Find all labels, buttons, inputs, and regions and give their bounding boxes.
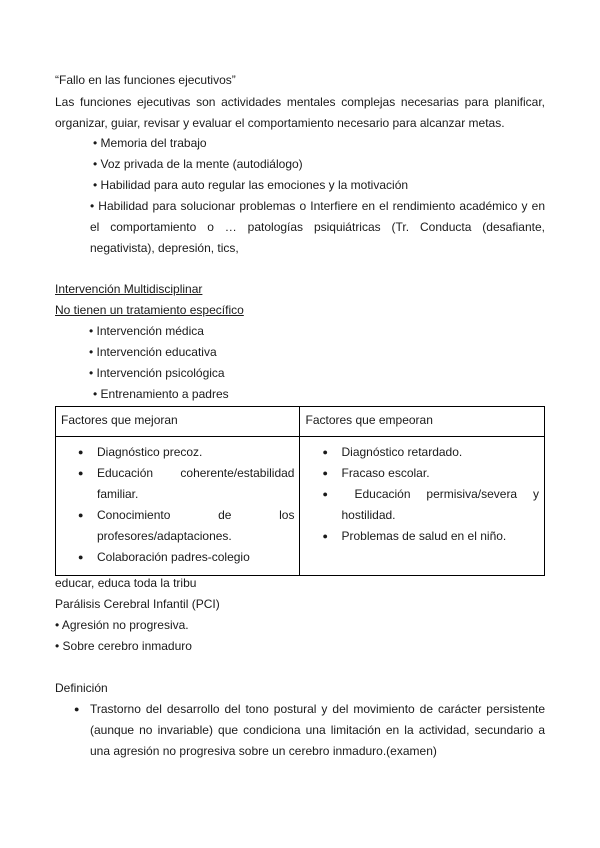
table-cell-improve-list — [56, 437, 300, 576]
section-title-executive-functions: “Fallo en las funciones ejecutivos” — [55, 73, 236, 87]
factors-table — [55, 406, 545, 576]
list-item: • Intervención educativa — [89, 345, 217, 359]
list-item-continuation: familiar. — [97, 487, 139, 501]
bullet-icon: ● — [322, 531, 328, 541]
bullet-icon: ● — [78, 468, 84, 478]
list-item: • Habilidad para auto regular las emociones y la motivación — [93, 178, 409, 192]
bullet-icon: ● — [78, 510, 84, 520]
list-item: • Intervención psicológica — [89, 366, 225, 380]
list-item: • Entrenamiento a padres — [93, 387, 229, 401]
list-item: ● Diagnóstico precoz. — [56, 442, 299, 463]
bullet-icon: ● — [322, 489, 328, 499]
list-item: • Agresión no progresiva. — [55, 618, 189, 632]
heading-definition: Definición — [55, 681, 108, 695]
definition-line-1: Trastorno del desarrollo del tono postural y del movimiento de carácter persistente — [90, 702, 545, 716]
list-item: • Sobre cerebro inmaduro — [55, 639, 192, 653]
bullet-icon: ● — [322, 447, 328, 457]
list-item: ● Colaboración padres-colegio — [56, 547, 299, 568]
definition-line-3: una agresión no progresiva sobre un cerebro inmaduro.(examen) — [90, 744, 437, 758]
list-item: ● Educación coherente/estabilidad — [56, 463, 299, 484]
bullet-icon: ● — [322, 468, 328, 478]
list-item: • Voz privada de la mente (autodiálogo) — [93, 157, 303, 171]
definition-line-2: (aunque no invariable) que condiciona una limitación en la actividad, secundario a — [90, 723, 545, 737]
list-item: ● Educación permisiva/severa y — [300, 484, 544, 505]
list-item-long-line-1: • Habilidad para solucionar problemas o Interfiere en el rendimiento académico y en — [90, 199, 545, 213]
bullet-icon: ● — [74, 704, 80, 714]
paragraph-line-2: organizar, guiar, revisar y evaluar el comportamiento necesario para alcanzar metas. — [55, 116, 505, 130]
text-line-tribe: educar, educa toda la tribu — [55, 576, 197, 590]
heading-no-specific-treatment: No tienen un tratamiento específico — [55, 303, 244, 317]
paragraph-line-1: Las funciones ejecutivas son actividades mentales complejas necesarias para planificar, — [55, 95, 545, 109]
list-item: ● Fracaso escolar. — [300, 463, 544, 484]
table-cell-worsen-list — [300, 437, 545, 576]
list-item-continuation: profesores/adaptaciones. — [97, 529, 232, 543]
list-item: ● Diagnóstico retardado. — [300, 442, 544, 463]
list-item: • Intervención médica — [89, 324, 204, 338]
bullet-icon: ● — [78, 447, 84, 457]
list-item: • Memoria del trabajo — [93, 136, 207, 150]
list-item-long-line-3: negativista), depresión, tics, — [90, 241, 239, 255]
table-header-worsen: Factores que empeoran — [300, 407, 545, 437]
heading-multidisciplinary-intervention: Intervención Multidisciplinar — [55, 282, 203, 296]
list-item: ● Problemas de salud en el niño. — [300, 526, 544, 547]
list-item-continuation: hostilidad. — [341, 508, 396, 522]
list-item-long-line-2: el comportamiento o … patologías psiquiátricas (Tr. Conducta (desafiante, — [90, 220, 545, 234]
list-item: ● Conocimiento de los — [56, 505, 299, 526]
section-title-pci: Parálisis Cerebral Infantil (PCI) — [55, 597, 220, 611]
table-header-improve: Factores que mejoran — [56, 407, 300, 437]
bullet-icon: ● — [78, 552, 84, 562]
